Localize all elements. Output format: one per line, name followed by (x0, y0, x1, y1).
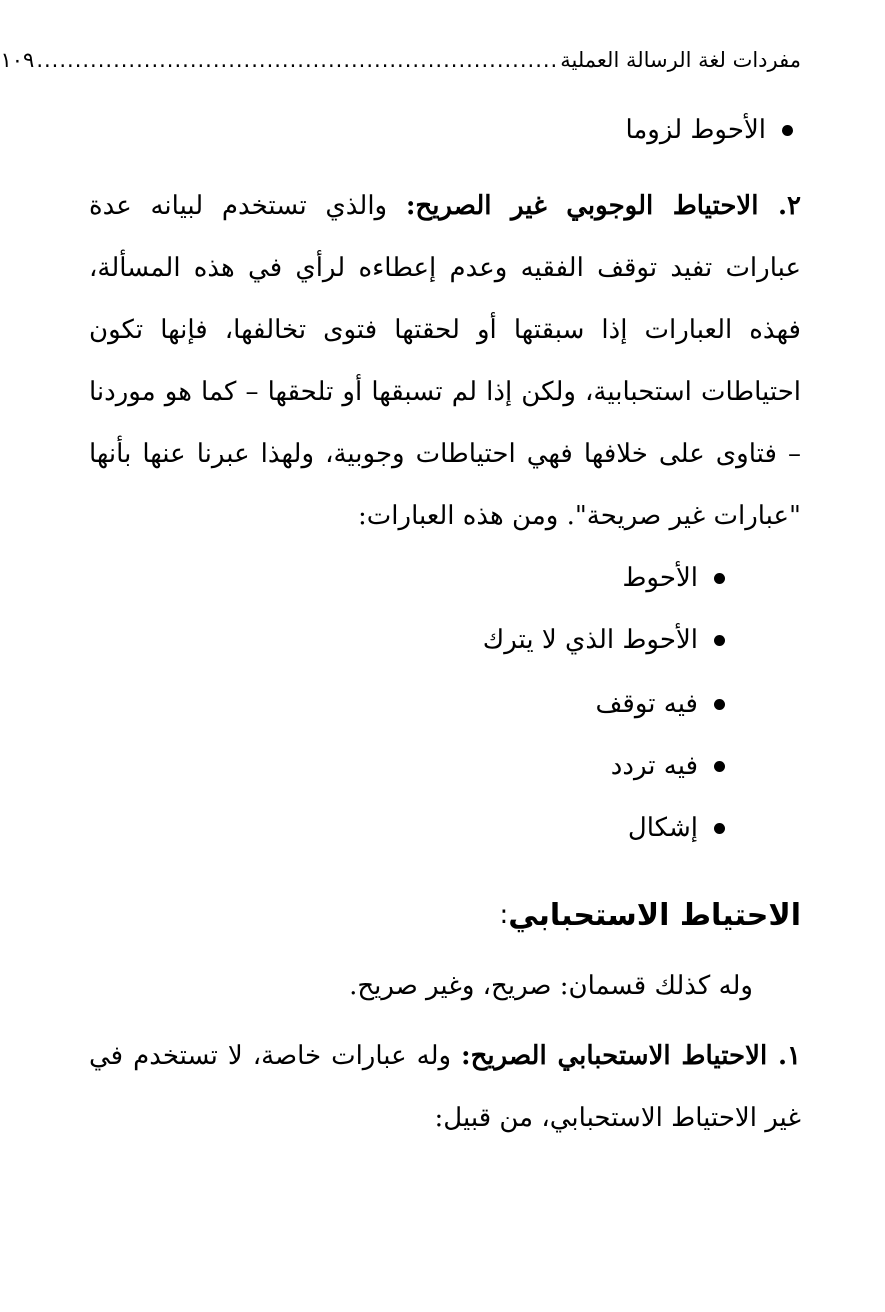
list-item (596, 684, 726, 724)
list-item-text: الأحوط لزوما (625, 115, 766, 145)
heading-colon: : (499, 900, 509, 930)
bullet-icon (714, 635, 725, 646)
list-item (483, 620, 725, 660)
bullet-icon (714, 573, 725, 584)
header-title: مفردات لغة الرسالة العملية (560, 48, 801, 72)
section-1-text: وله عبارات خاصة، لا تستخدم في غير الاحتياط الاستحبابي، من قبيل: (89, 1041, 801, 1133)
header-dot-leader: .................................................................... (36, 48, 559, 72)
list-item (622, 558, 725, 598)
list-item-text: إشكال (627, 813, 698, 843)
bullet-icon (714, 761, 725, 772)
list-item (628, 808, 725, 848)
intro-paragraph (89, 955, 753, 1017)
list-item-text: الأحوط (622, 563, 698, 593)
section-2-text: والذي تستخدم لبيانه عدة عبارات تفيد توقف الفقيه وعدم إعطاءه لرأي في هذه المسألة، فهذه العبارات إذا سبقتها أو لحقتها فتوى تخالفها، فإنها تكون احتياطات استحبابية، ولكن إذا لم تسبقها أو تلحقها – كما هو موردنا – فتاوى على خلافها فهي احتياطات وجوبية، ولهذا عبرنا عنها بأنها "عبارات غير صريحة". ومن هذه العبارات: (89, 191, 801, 531)
section-heading (500, 890, 802, 940)
heading-text: الاحتياط الاستحبابي (508, 897, 801, 933)
list-item (611, 746, 725, 786)
bullet-icon (714, 699, 725, 710)
section-1-paragraph (89, 1025, 801, 1149)
section-1-label: ١. الاحتياط الاستحبابي الصريح: (461, 1041, 801, 1071)
list-item-text: الأحوط الذي لا يترك (482, 625, 698, 655)
section-2-paragraph (89, 175, 801, 547)
section-2-label: ٢. الاحتياط الوجوبي غير الصريح: (405, 191, 801, 221)
list-item-text: فيه تردد (610, 751, 698, 781)
bullet-icon (714, 823, 725, 834)
list-item (625, 110, 793, 150)
bullet-icon (782, 125, 793, 136)
list-item-text: فيه توقف (595, 689, 698, 719)
running-header (0, 40, 801, 80)
page-number: ١٠٩ (0, 48, 35, 72)
intro-text: وله كذلك قسمان: صريح، وغير صريح. (349, 971, 753, 1001)
